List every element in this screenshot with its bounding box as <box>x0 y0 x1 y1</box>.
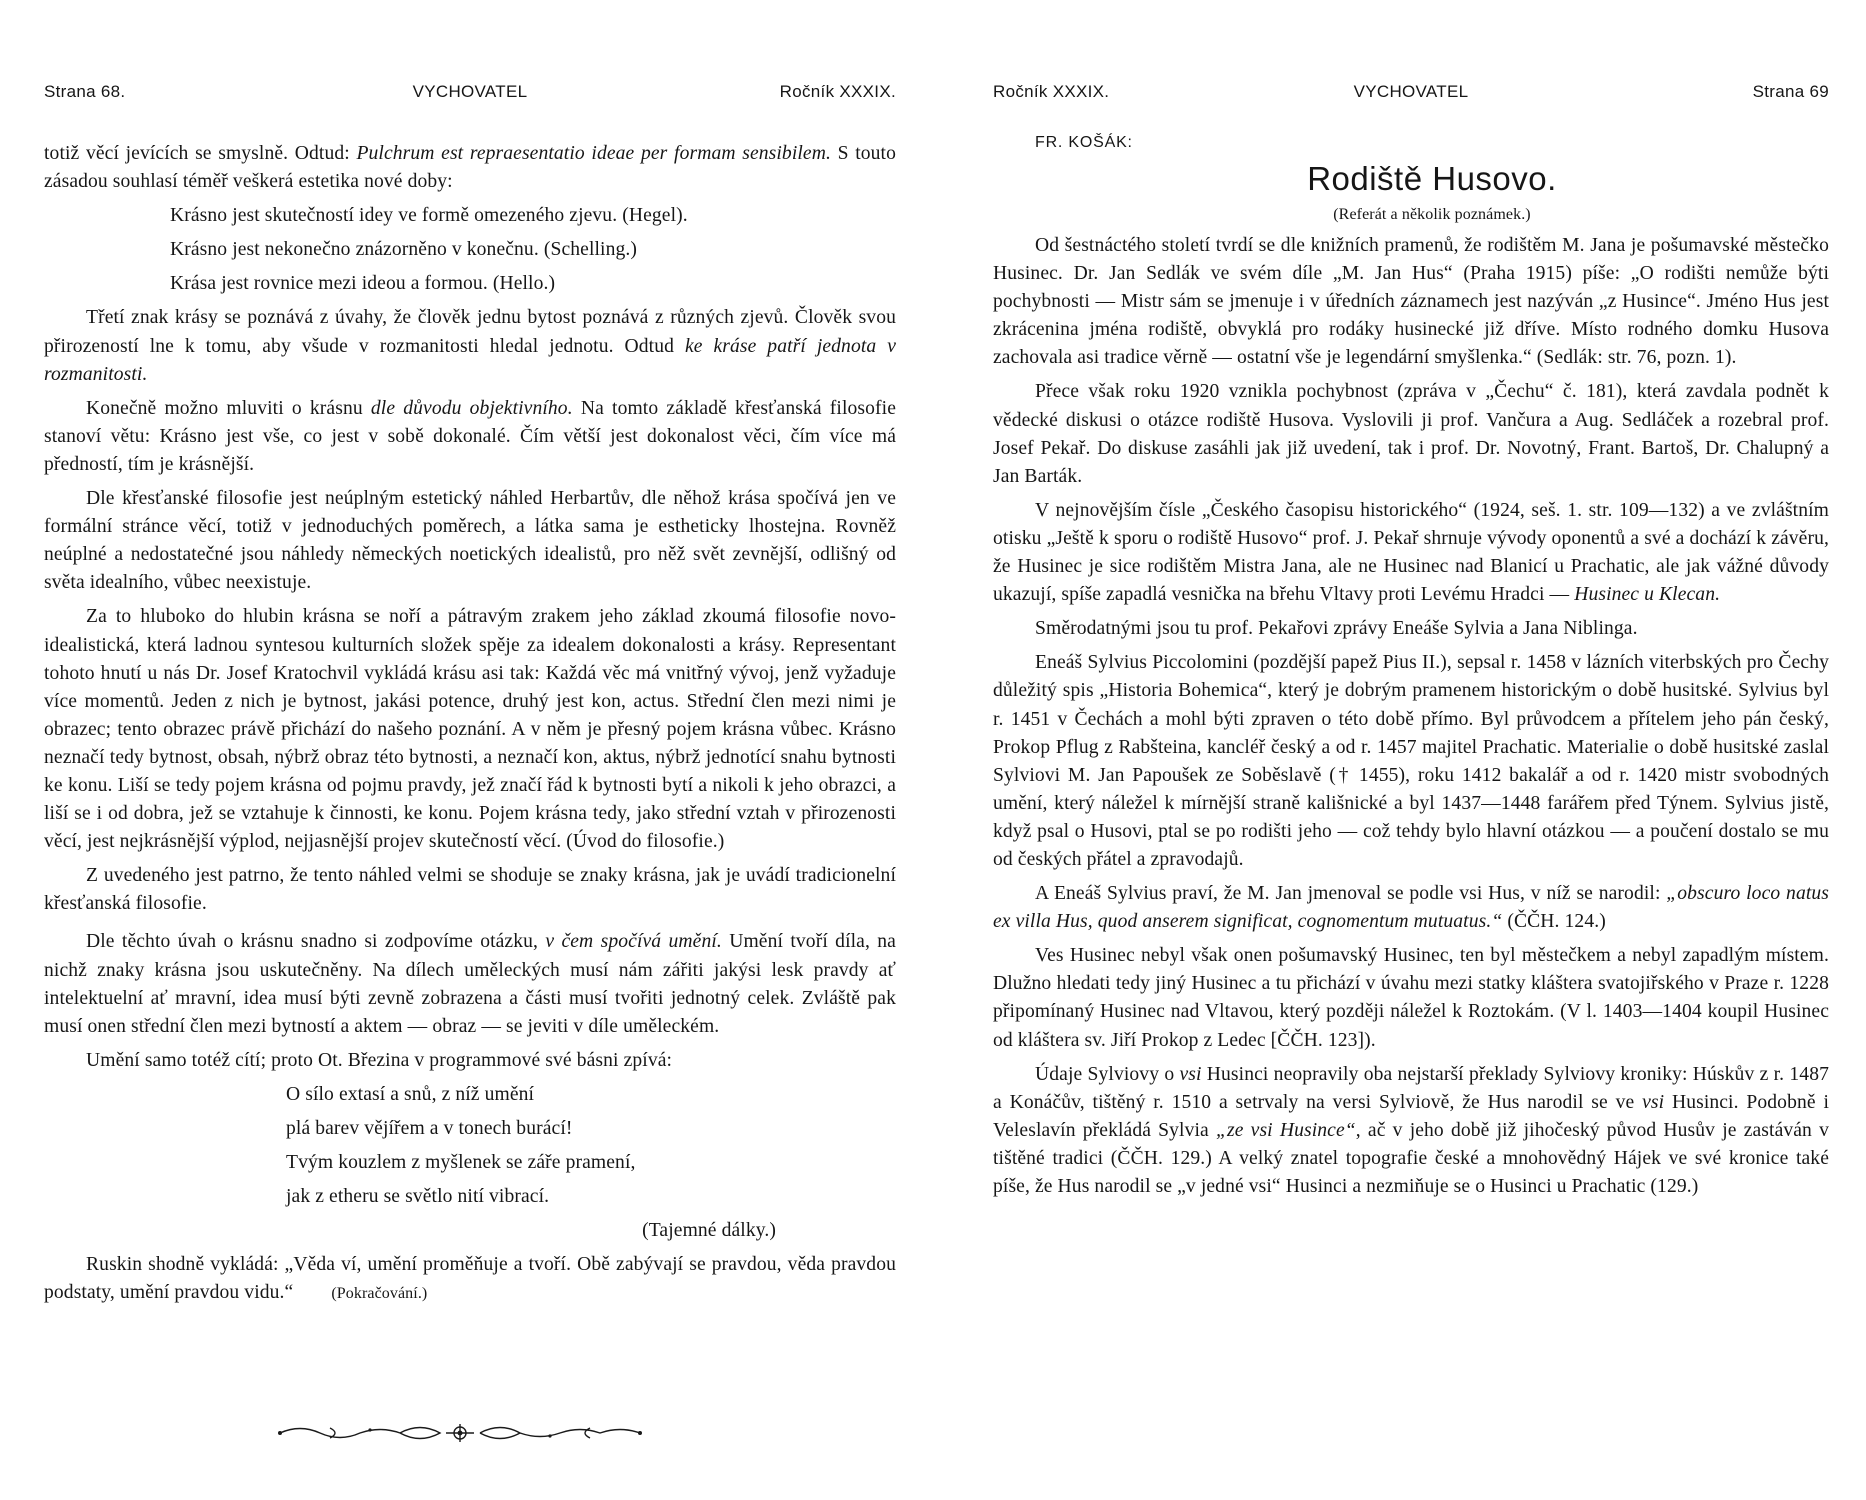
left-running-head <box>44 82 896 108</box>
quote-hegel: Krásno jest skutečností idey ve formě omezeného zjevu. (Hegel). <box>170 205 688 227</box>
left-paragraph-2: Třetí znak krásy se poznává z úvahy, že člověk jednu bytost poznává z různých zjevů. Člověk svou přirozeností lne k tomu, aby všude v rozmanitosti hledal jednotu. Odtud ke kráse patří jednota v rozmanitosti. <box>44 307 897 385</box>
quote-schelling: Krásno jest nekonečno znázorněno v konečnu. (Schelling.) <box>170 239 637 261</box>
ornamental-divider-icon <box>270 1420 650 1446</box>
right-paragraph-4: Směrodatnými jsou tu prof. Pekařovi zprávy Eneáše Sylvia a Jana Niblinga. <box>1035 618 1638 640</box>
left-text-block <box>44 140 896 1315</box>
right-paragraph-8: Údaje Sylviovy o vsi Husinci neopravily oba nejstarší překlady Sylviovy kroniky: Húskův z r. 1487 a Konáčův, tištěný r. 1510 a setrvaly na versi Sylviově, že Hus narodil se ve vsi Husinci. Podobně i Veleslavín překládá Sylvia „ze vsi Husince“, ač v jeho době již jihočeský původ Husův je zastáván v tištěné tradici (ČČH. 129.) A velký znatel topografie české a mnohovědný Hájek ve své kronice také píše, že Hus narodil se „v jedné vsi“ Husinci a nezmiňuje se o Husinci u Prachatic (129.) <box>993 1063 1829 1197</box>
left-paragraph-8: Umění samo totéž cítí; proto Ot. Březina v programmové své básni zpívá: <box>86 1049 673 1071</box>
left-paragraph-7: Dle těchto úvah o krásnu snadno si zodpovíme otázku, v čem spočívá umění. Umění tvoří díla, na nichž znaky krásna jsou uskutečněny. Na dílech uměleckých musí nám zářiti jakýsi lesk pravdy ať intelektuelní ať mravní, idea musí býti zevně zobrazena a části musí tvořiti jednotný celek. Zvláště pak musí onen střední člen mezi bytností a aktem — obraz — se jeviti v díle uměleckém. <box>44 931 896 1037</box>
poem-line: jak z etheru se světlo nití vibrací. <box>286 1186 550 1208</box>
right-paragraph-7: Ves Husinec nebyl však onen pošumavský Husinec, ten byl městečkem a nebyl zapadlým místem. Dlužno hledati tedy jiný Husinec a tu přichází v úvahu mezi statky kláštera svatojiřského v Praze r. 1228 připomínaný Husinec nad Vltavou, který později náležel k Roztokám. (V l. 1403—1404 koupil Husinec od kláštera sv. Jiří Prokop z Ledec [ČČH. 123]). <box>993 945 1829 1051</box>
right-paragraph-3: V nejnovějším čísle „Českého časopisu historického“ (1924, seš. 1. str. 109—132) a ve zvláštním otisku „Ještě k sporu o rodiště Husovo“ prof. J. Pekař shrnuje vývody oponentů a své a dochází k závěru, že Husinec je sice rodištěm Mistra Jana, ale ne Husinec nad Blanicí u Prachatic, ale jak vážné důvody ukazují, spíše zapadlá vesnička na břehu Vltavy proti Levému Hradci — Husinec u Klecan. <box>993 499 1829 606</box>
right-journal-title: VYCHOVATEL <box>1353 82 1469 101</box>
continued-note: (Pokračování.) <box>331 1285 428 1303</box>
quote-hello: Krása jest rovnice mezi ideou a formou. (Hello.) <box>170 273 556 295</box>
poem-line: O sílo extasí a snů, z níž umění <box>286 1083 535 1105</box>
poem-line: Tvým kouzlem z myšlenek se záře pramení, <box>286 1152 636 1174</box>
article-title: Rodiště Husovo. <box>1307 160 1557 197</box>
left-paragraph-4: Dle křesťanské filosofie jest neúplným estetický náhled Herbartův, dle něhož krása spočívá jen ve formální stránce věcí, totiž v jednoduchých poměrech, a látka sama je estheticky lhostejna. Rovněž neúplné a nedostatečné jsou náhledy německých noetických idealistů, pro něž svět zevnější, odlišný od světa idealního, vůbec neexistuje. <box>44 488 896 594</box>
right-paragraph-1: Od šestnáctého století tvrdí se dle knižních pramenů, že rodištěm M. Jana je pošumavské městečko Husinec. Dr. Jan Sedlák ve svém díle „M. Jan Hus“ (Praha 1915) píše: „O rodišti nemůže býti pochybnosti — Mistr sám se jmenuje i v úředních záznamech jest nazýván „z Husince“. Jméno Hus jest zkrácenina jména rodiště, obvyklá pro rodáky husinecké již dříve. Místo rodného domku Husova zachovala asi tradice věrně — ostatní vše je legendární smyšlenka.“ (Sedlák: str. 76, pozn. 1). <box>993 235 1829 369</box>
left-paragraph-6: Z uvedeného jest patrno, že tento náhled velmi se shoduje se znaky krásna, jak je uvádí tradicionelní křesťanská filosofie. <box>44 865 896 915</box>
right-running-head <box>993 82 1829 108</box>
article-author: FR. KOŠÁK: <box>1035 134 1133 151</box>
right-page <box>933 0 1866 1500</box>
left-journal-title: VYCHOVATEL <box>412 82 528 101</box>
article-subtitle: (Referát a několik poznámek.) <box>1333 206 1531 223</box>
left-paragraph-5: Za to hluboko do hlubin krásna se noří a pátravým zrakem jeho základ zkoumá filosofie novo-idealistická, která ladnou syntesou kulturních složek spěje za idealem dokonalosti a krásy. Representant tohoto hnutí u nás Dr. Josef Kratochvil vykládá krásu asi tak: Každá věc má vnitřný vývoj, jenž vyžaduje více momentů. Jeden z nich je bytnost, jakási potence, druhý jest kon, actus. Střední člen mezi nimi je obrazec; tento obrazec právě přichází do našeho poznání. A v něm je přesný pojem krásna vůbec. Krásno neznačí tedy bytnost, obsah, nýbrž obraz této bytnosti, a neznačí kon, aktus, nýbrž jednotící snahu bytnosti ke konu. Liší se tedy pojem krásna od pojmu pravdy, jež značí řád k bytnosti bytí a nikoli k jeho obrazci, a liší se i od dobra, jež se vztahuje k činnosti, ke konu. Pojem krásna tedy, jako střední vztah v přirozenosti věcí, jest nejkrásnější výplod, nejjasnější projev skutečností věcí. (Úvod do filosofie.) <box>44 606 896 853</box>
poem-line: plá barev vějířem a v tonech burácí! <box>286 1118 573 1139</box>
left-paragraph-9: Ruskin shodně vykládá: „Věda ví, umění proměňuje a tvoří. Obě zabývají se pravdou, věda pravdou podstaty, umění pravdou vidu.“ (Pokračování.) <box>44 1254 896 1304</box>
right-text-block <box>993 132 1829 1207</box>
poem-source: (Tajemné dálky.) <box>642 1220 776 1242</box>
right-paragraph-5: Eneáš Sylvius Piccolomini (pozdější papež Pius II.), sepsal r. 1458 v lázních viterbských pro Čechy důležitý spis „Historia Bohemica“, který je dobrým pramenem historickým o době husitské. Sylvius byl r. 1451 v Čechách a mohl býti zpraven o této době přímo. Byl průvodcem a přítelem jeho pán český, Prokop Pflug z Rabšteina, kancléř český a od r. 1457 majitel Prachatic. Materialie o době husitské zaslal Sylviovi M. Jan Papoušek ze Soběslavě († 1455), roku 1412 bakalář a od r. 1420 mistr svobodných umění, který náležel k mírnější straně kališnické a byl 1437—1448 farářem před Týnem. Sylvius jistě, když psal o Husovi, ptal se po rodišti jeho — což tehdy bylo hlavní otázkou — a poučení dostalo se mu od českých přátel a zpravodajů. <box>993 652 1829 870</box>
right-page-number: Strana 69 <box>1752 82 1829 101</box>
right-paragraph-6: A Eneáš Sylvius praví, že M. Jan jmenoval se podle vsi Hus, v níž se narodil: „obscuro loco natus ex villa Hus, quod anserem significat, cognomentum mutuatus.“ (ČČH. 124.) <box>993 883 1830 933</box>
left-paragraph-1: totiž věcí jevících se smyslně. Odtud: Pulchrum est repraesentatio ideae per formam sensibilem. S touto zásadou souhlasí téměř veškerá estetika nové doby: <box>44 143 896 193</box>
right-paragraph-2: Přece však roku 1920 vznikla pochybnost (zpráva v „Čechu“ č. 181), která zavdala podnět k vědecké diskusi o otázce rodiště Husova. Vyslovili ji prof. Vančura a Aug. Sedláček a rozebral prof. Josef Pekař. Do diskuse zasáhli jak již uvedení, tak i prof. Dr. Novotný, Frant. Bartoš, Dr. Chalupný a Jan Barták. <box>993 381 1829 487</box>
left-paragraph-3: Konečně možno mluviti o krásnu dle důvodu objektivního. Na tomto základě křesťanská filosofie stanoví větu: Krásno jest vše, co jest v sobě dokonalé. Čím větší jest dokonalost věci, čím více má předností, tím je krásnější. <box>44 397 896 475</box>
left-volume: Ročník XXXIX. <box>779 82 896 101</box>
right-volume: Ročník XXXIX. <box>993 82 1110 101</box>
left-page-number: Strana 68. <box>44 82 126 101</box>
brezina-poem <box>44 1081 896 1245</box>
aesthetic-quotes <box>44 202 896 298</box>
